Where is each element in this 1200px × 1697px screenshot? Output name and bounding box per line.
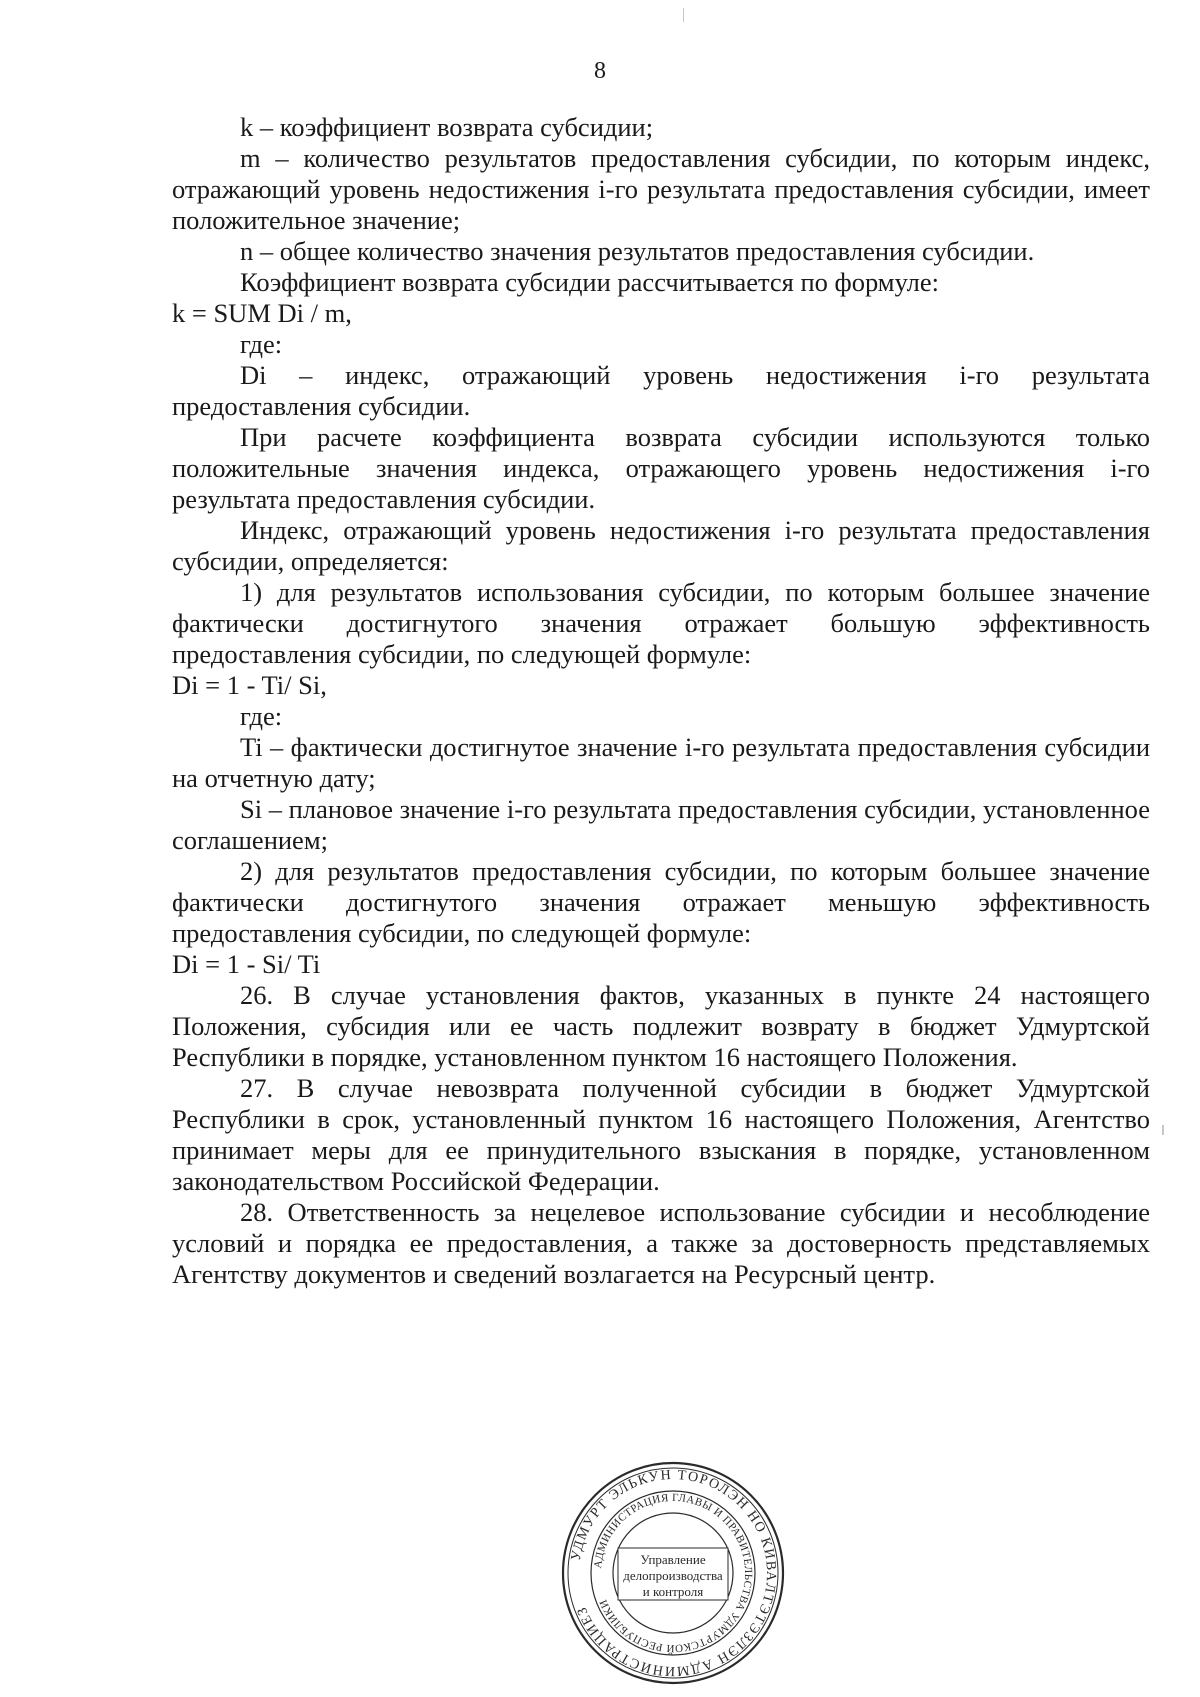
paragraph-index-determined: Индекс, отражающий уровень недостижения i-го результата предоставления субсидии, определяется: xyxy=(172,515,1150,576)
paragraph-n-definition: n – общее количество значения результатов предоставления субсидии. xyxy=(240,236,1035,266)
paragraph-positive-values: При расчете коэффициента возврата субсидии используются только положительные значения индекса, отражающего уровень недостижения i-го результата предоставления субсидии. xyxy=(172,422,1150,514)
seal-graphic xyxy=(560,1460,786,1686)
scan-artifact-mark xyxy=(683,8,684,22)
scan-artifact-mark xyxy=(1162,1125,1164,1135)
formula-di-2: Di = 1 - Si/ Ti xyxy=(172,949,321,979)
paragraph-di-definition: Di – индекс, отражающий уровень недостижения i-го результата предоставления субсидии. xyxy=(172,360,1150,421)
paragraph-clause-27: 27. В случае невозврата полученной субсидии в бюджет Удмуртской Республики в срок, установленный пунктом 16 настоящего Положения, Агентство принимает меры для ее принудительного взыскания в порядке, установленном законодательством Российской Федерации. xyxy=(172,1073,1150,1196)
document-body xyxy=(172,112,1150,1290)
paragraph-case-1: 1) для результатов использования субсидии, по которым большее значение фактически достигнутого значения отражает большую эффективность предоставления субсидии, по следующей формуле: xyxy=(172,577,1150,669)
paragraph-where-1: где: xyxy=(240,329,283,359)
paragraph-m-definition: m – количество результатов предоставления субсидии, по которым индекс, отражающий уровень недостижения i-го результата предоставления субсидии, имеет положительное значение; xyxy=(172,143,1150,235)
seal-center-line2: делопроизводства xyxy=(623,1568,723,1583)
paragraph-where-2: где: xyxy=(240,701,283,731)
formula-k: k = SUM Di / m, xyxy=(172,298,352,328)
official-seal xyxy=(560,1460,786,1686)
seal-inner-text: АДМИНИСТРАЦИЯ ГЛАВЫ И ПРАВИТЕЛЬСТВА УДМУРТСКОЙ РЕСПУБЛИКИ xyxy=(592,1491,755,1655)
page-number: 8 xyxy=(594,58,606,84)
paragraph-case-2: 2) для результатов предоставления субсидии, по которым большее значение фактически достигнутого значения отражает меньшую эффективность предоставления субсидии, по следующей формуле: xyxy=(172,856,1150,948)
paragraph-formula-intro: Коэффициент возврата субсидии рассчитывается по формуле: xyxy=(240,267,940,297)
seal-center-line1: Управление xyxy=(640,1552,706,1567)
paragraph-ti-definition: Ti – фактически достигнутое значение i-го результата предоставления субсидии на отчетную дату; xyxy=(172,732,1150,793)
seal-outer-text: УДМУРТ ЭЛЬКУН ТОРОЛЭН НО КИВАЛТЭТЭЗЛЭН АДМИНИСТРАЦИЕЗ xyxy=(568,1467,779,1679)
paragraph-clause-28: 28. Ответственность за нецелевое использование субсидии и несоблюдение условий и порядка ее предоставления, а также за достоверность представляемых Агентству документов и сведений возлагается на Ресурсный центр. xyxy=(172,1197,1150,1289)
paragraph-si-definition: Si – плановое значение i-го результата предоставления субсидии, установленное соглашением; xyxy=(172,794,1150,855)
seal-center-line3: и контроля xyxy=(642,1584,704,1599)
paragraph-clause-26: 26. В случае установления фактов, указанных в пункте 24 настоящего Положения, субсидия или ее часть подлежит возврату в бюджет Удмуртской Республики в порядке, установленном пунктом 16 настоящего Положения. xyxy=(172,980,1150,1072)
paragraph-k-definition: k – коэффициент возврата субсидии; xyxy=(240,112,654,142)
formula-di-1: Di = 1 - Ti/ Si, xyxy=(172,670,327,700)
